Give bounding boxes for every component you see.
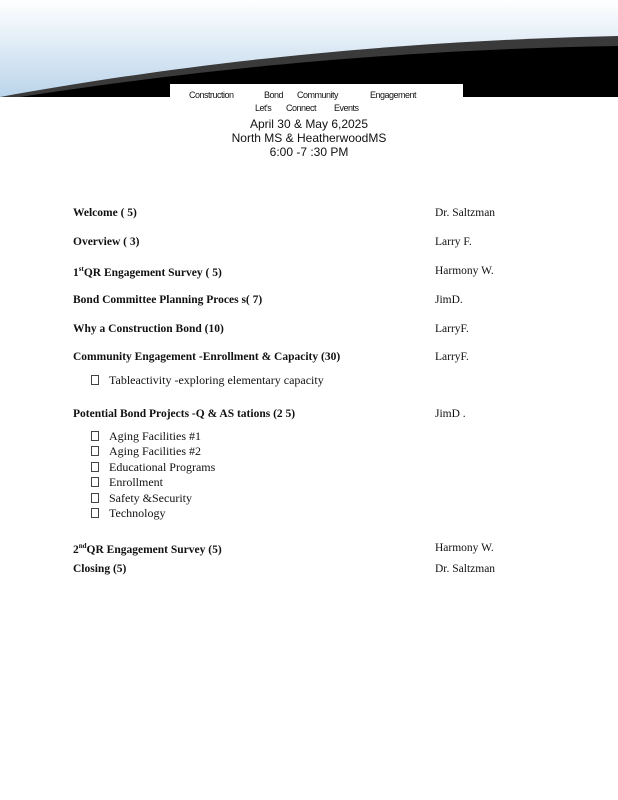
title-row-2 — [170, 103, 463, 115]
list-item — [91, 491, 192, 506]
list-item-text: Educational Programs — [109, 460, 216, 474]
agenda-presenter: Harmony W. — [435, 265, 494, 277]
agenda-title: Community Engagement -Enrollment & Capacity (30) — [73, 351, 341, 363]
agenda-item-welcome — [73, 207, 137, 219]
list-item-text: Safety &Security — [109, 491, 192, 505]
bullet-icon — [91, 508, 99, 518]
list-item — [91, 475, 163, 490]
bullet-icon — [91, 431, 99, 441]
agenda-title: Why a Construction Bond (10) — [73, 323, 224, 335]
list-item — [91, 460, 215, 475]
list-item-text: Technology — [109, 506, 166, 520]
list-item-text: Enrollment — [109, 475, 163, 489]
title-row-1 — [170, 90, 463, 102]
agenda-item-first-survey — [73, 265, 222, 279]
agenda-ordinal-suffix: nd — [78, 542, 87, 550]
agenda-presenter: JimD. — [435, 294, 463, 306]
title-word: Construction — [189, 90, 234, 100]
agenda-item-why-bond — [73, 323, 224, 335]
list-item-text: Aging Facilities #1 — [109, 429, 201, 443]
title-word: Events — [334, 103, 359, 113]
event-dates: April 30 & May 6,2025 — [249, 117, 369, 131]
title-word: Let's — [255, 103, 272, 113]
event-locations: North MS & HeatherwoodMS — [231, 131, 387, 145]
list-item — [91, 444, 201, 459]
title-word: Connect — [286, 103, 317, 113]
agenda-ordinal: 1 — [73, 266, 79, 279]
bullet-icon — [91, 446, 99, 456]
agenda-item-closing — [73, 563, 126, 575]
agenda-presenter: Harmony W. — [435, 542, 494, 554]
agenda-presenter: LarryF. — [435, 351, 469, 363]
agenda-title: Closing (5) — [73, 563, 127, 575]
agenda-title: Potential Bond Projects -Q & AS tations (2 5) — [73, 408, 296, 420]
agenda-title: QR Engagement Survey (5) — [86, 543, 222, 556]
list-item — [91, 506, 165, 521]
agenda-presenter: Larry F. — [435, 236, 472, 248]
list-item — [91, 429, 201, 444]
agenda-ordinal-suffix: st — [78, 265, 84, 273]
title-word: Engagement — [370, 90, 417, 100]
title-word: Community — [297, 90, 339, 100]
list-item-text: Tableactivity -exploring elementary capacity — [109, 373, 324, 387]
agenda-item-community-engagement — [73, 351, 340, 363]
agenda-title: Overview ( 3) — [73, 236, 140, 248]
title-word: Bond — [264, 90, 284, 100]
agenda-presenter: JimD . — [435, 408, 466, 420]
agenda-presenter: LarryF. — [435, 323, 469, 335]
agenda-presenter: Dr. Saltzman — [435, 207, 496, 219]
list-item — [91, 373, 324, 388]
agenda-item-second-survey — [73, 542, 222, 556]
bullet-icon — [91, 493, 99, 503]
agenda-item-bond-committee — [73, 294, 262, 306]
agenda-title: Bond Committee Planning Proces s( 7) — [73, 294, 263, 306]
list-item-text: Aging Facilities #2 — [109, 444, 201, 458]
agenda-title: Welcome ( 5) — [73, 207, 137, 219]
agenda-ordinal: 2 — [73, 543, 79, 556]
agenda-item-potential-projects — [73, 408, 295, 420]
bullet-icon — [91, 462, 99, 472]
agenda-item-overview — [73, 236, 139, 248]
event-time: 6:00 -7 :30 PM — [269, 145, 349, 159]
agenda-title: QR Engagement Survey ( 5) — [83, 266, 222, 279]
bullet-icon — [91, 375, 99, 385]
bullet-icon — [91, 477, 99, 487]
agenda-presenter: Dr. Saltzman — [435, 563, 496, 575]
